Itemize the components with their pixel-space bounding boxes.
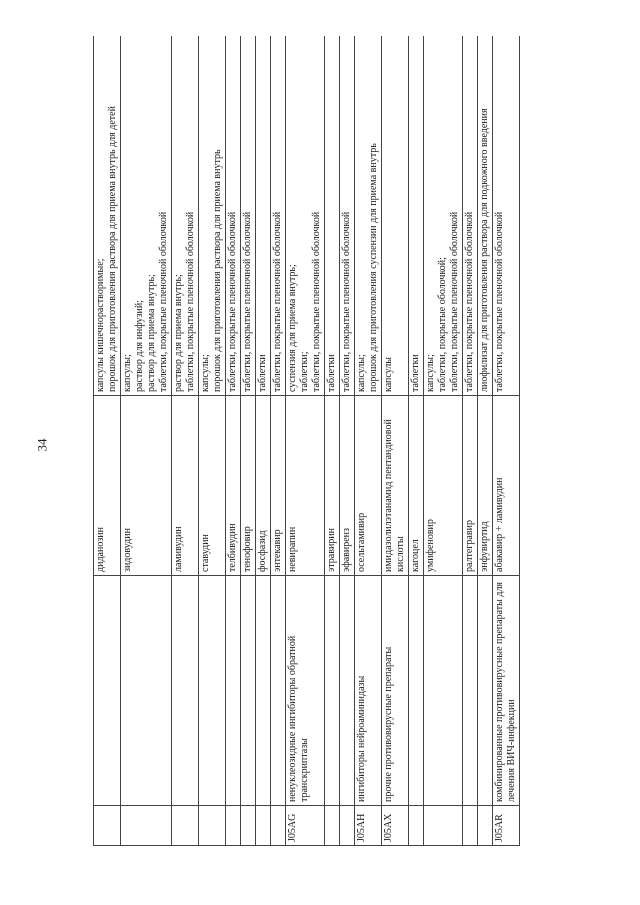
table-row bbox=[241, 36, 256, 846]
drug-name-cell: фосфазид bbox=[256, 396, 271, 576]
table-row bbox=[424, 36, 463, 846]
atc-code-cell bbox=[271, 806, 286, 846]
pharmacological-group-cell bbox=[409, 576, 424, 806]
drug-name-cell: ралтегравир bbox=[463, 396, 478, 576]
dosage-form-line: таблетки, покрытые пленочной оболочкой bbox=[341, 211, 352, 392]
dosage-form-line: таблетки, покрытые пленочной оболочкой bbox=[464, 211, 475, 392]
pharmacological-group-cell bbox=[463, 576, 478, 806]
dosage-forms-cell bbox=[355, 36, 382, 396]
dosage-form-line: раствор для инфузий; bbox=[134, 300, 145, 392]
atc-code-cell: J05AH bbox=[355, 806, 382, 846]
atc-code-cell: J05AX bbox=[382, 806, 409, 846]
table-row bbox=[355, 36, 382, 846]
dosage-forms-cell bbox=[256, 36, 271, 396]
table-row bbox=[463, 36, 478, 846]
atc-code-cell: J05AR bbox=[493, 806, 520, 846]
table-row bbox=[340, 36, 355, 846]
dosage-forms-cell bbox=[241, 36, 256, 396]
atc-code-cell bbox=[172, 806, 199, 846]
dosage-form-line: таблетки bbox=[326, 354, 337, 392]
pharmacological-group-cell bbox=[226, 576, 241, 806]
dosage-forms-cell bbox=[463, 36, 478, 396]
drug-name-cell: ламивудин bbox=[172, 396, 199, 576]
atc-code-cell bbox=[340, 806, 355, 846]
dosage-forms-cell bbox=[286, 36, 325, 396]
drug-name-cell: эфавиренз bbox=[340, 396, 355, 576]
table-row bbox=[199, 36, 226, 846]
pharmacological-group-cell bbox=[94, 576, 121, 806]
dosage-form-line: капсулы; bbox=[122, 354, 133, 392]
table-body bbox=[94, 36, 520, 846]
dosage-form-line: таблетки bbox=[257, 354, 268, 392]
atc-code-cell: J05AG bbox=[286, 806, 325, 846]
dosage-forms-cell bbox=[409, 36, 424, 396]
page-number: 34 bbox=[34, 438, 50, 452]
drug-name-cell: кагоцел bbox=[409, 396, 424, 576]
dosage-form-line: таблетки, покрытые пленочной оболочкой bbox=[227, 211, 238, 392]
drug-name-cell: абакавир + ламивудин bbox=[493, 396, 520, 576]
table-row bbox=[172, 36, 199, 846]
table-row bbox=[493, 36, 520, 846]
atc-code-cell bbox=[226, 806, 241, 846]
atc-code-cell bbox=[325, 806, 340, 846]
pharmacological-group-cell bbox=[478, 576, 493, 806]
dosage-forms-cell bbox=[199, 36, 226, 396]
pharmacological-group-cell bbox=[199, 576, 226, 806]
pharmacological-group-cell: ненуклеозидные ингибиторы обратной транскриптазы bbox=[286, 576, 325, 806]
pharmacological-group-cell bbox=[340, 576, 355, 806]
dosage-forms-cell bbox=[493, 36, 520, 396]
table-row bbox=[94, 36, 121, 846]
dosage-form-line: порошок для приготовления раствора для приема внутрь для детей bbox=[107, 106, 118, 392]
dosage-forms-cell bbox=[382, 36, 409, 396]
table-row bbox=[271, 36, 286, 846]
dosage-forms-cell bbox=[424, 36, 463, 396]
dosage-form-line: капсулы; bbox=[356, 354, 367, 392]
dosage-form-line: таблетки bbox=[410, 354, 421, 392]
dosage-form-line: капсулы кишечнорастворимые; bbox=[95, 258, 106, 392]
dosage-forms-cell bbox=[172, 36, 199, 396]
dosage-form-line: таблетки, покрытые пленочной оболочкой bbox=[311, 211, 322, 392]
drug-name-cell: имидазолилэтанамид пентандиовой кислоты bbox=[382, 396, 409, 576]
atc-code-cell bbox=[409, 806, 424, 846]
table-row bbox=[256, 36, 271, 846]
table-row bbox=[286, 36, 325, 846]
dosage-form-line: таблетки, покрытые пленочной оболочкой bbox=[272, 211, 283, 392]
drug-classification-table bbox=[93, 36, 520, 846]
dosage-form-line: порошок для приготовления суспензии для приема внутрь bbox=[368, 143, 379, 392]
atc-code-cell bbox=[424, 806, 463, 846]
table-row bbox=[409, 36, 424, 846]
dosage-form-line: капсулы bbox=[383, 357, 394, 392]
table-row bbox=[226, 36, 241, 846]
dosage-form-line: порошок для приготовления раствора для приема внутрь bbox=[212, 149, 223, 392]
rotated-table-frame bbox=[93, 36, 570, 846]
pharmacological-group-cell: прочие противовирусные препараты bbox=[382, 576, 409, 806]
dosage-form-line: капсулы; bbox=[425, 354, 436, 392]
table-row bbox=[382, 36, 409, 846]
table-row bbox=[325, 36, 340, 846]
pharmacological-group-cell bbox=[241, 576, 256, 806]
dosage-form-line: капсулы; bbox=[200, 354, 211, 392]
dosage-form-line: таблетки, покрытые пленочной оболочкой bbox=[185, 211, 196, 392]
atc-code-cell bbox=[241, 806, 256, 846]
table-row bbox=[478, 36, 493, 846]
dosage-forms-cell bbox=[325, 36, 340, 396]
drug-name-cell: невирапин bbox=[286, 396, 325, 576]
dosage-form-line: таблетки, покрытые пленочной оболочкой bbox=[242, 211, 253, 392]
pharmacological-group-cell bbox=[325, 576, 340, 806]
drug-name-cell: диданозин bbox=[94, 396, 121, 576]
table-row bbox=[121, 36, 172, 846]
drug-name-cell: энтекавир bbox=[271, 396, 286, 576]
dosage-forms-cell bbox=[478, 36, 493, 396]
atc-code-cell bbox=[256, 806, 271, 846]
drug-name-cell: тенофовир bbox=[241, 396, 256, 576]
pharmacological-group-cell bbox=[256, 576, 271, 806]
dosage-forms-cell bbox=[271, 36, 286, 396]
drug-name-cell: этравирин bbox=[325, 396, 340, 576]
dosage-forms-cell bbox=[94, 36, 121, 396]
drug-name-cell: умифеновир bbox=[424, 396, 463, 576]
dosage-form-line: раствор для приема внутрь; bbox=[173, 274, 184, 392]
dosage-form-line: лиофилизат для приготовления раствора для подкожного введения bbox=[479, 108, 490, 392]
dosage-form-line: раствор для приема внутрь; bbox=[146, 274, 157, 392]
dosage-form-line: таблетки; bbox=[299, 351, 310, 392]
atc-code-cell bbox=[463, 806, 478, 846]
pharmacological-group-cell bbox=[121, 576, 172, 806]
atc-code-cell bbox=[94, 806, 121, 846]
dosage-form-line: таблетки, покрытые оболочкой; bbox=[437, 257, 448, 392]
dosage-forms-cell bbox=[226, 36, 241, 396]
drug-name-cell: энфувиртид bbox=[478, 396, 493, 576]
dosage-forms-cell bbox=[121, 36, 172, 396]
pharmacological-group-cell bbox=[172, 576, 199, 806]
atc-code-cell bbox=[199, 806, 226, 846]
pharmacological-group-cell: комбинированные противовирусные препараты для лечения ВИЧ-инфекции bbox=[493, 576, 520, 806]
atc-code-cell bbox=[478, 806, 493, 846]
drug-name-cell: телбивудин bbox=[226, 396, 241, 576]
drug-name-cell: ставудин bbox=[199, 396, 226, 576]
drug-name-cell: осельтамивир bbox=[355, 396, 382, 576]
dosage-form-line: суспензия для приема внутрь; bbox=[287, 264, 298, 392]
drug-name-cell: зидовудин bbox=[121, 396, 172, 576]
pharmacological-group-cell bbox=[271, 576, 286, 806]
dosage-forms-cell bbox=[340, 36, 355, 396]
pharmacological-group-cell bbox=[424, 576, 463, 806]
atc-code-cell bbox=[121, 806, 172, 846]
dosage-form-line: таблетки, покрытые пленочной оболочкой bbox=[494, 211, 505, 392]
dosage-form-line: таблетки, покрытые пленочной оболочкой bbox=[449, 211, 460, 392]
dosage-form-line: таблетки, покрытые пленочной оболочкой bbox=[158, 211, 169, 392]
pharmacological-group-cell: ингибиторы нейроаминидазы bbox=[355, 576, 382, 806]
drug-table-container bbox=[93, 36, 570, 846]
